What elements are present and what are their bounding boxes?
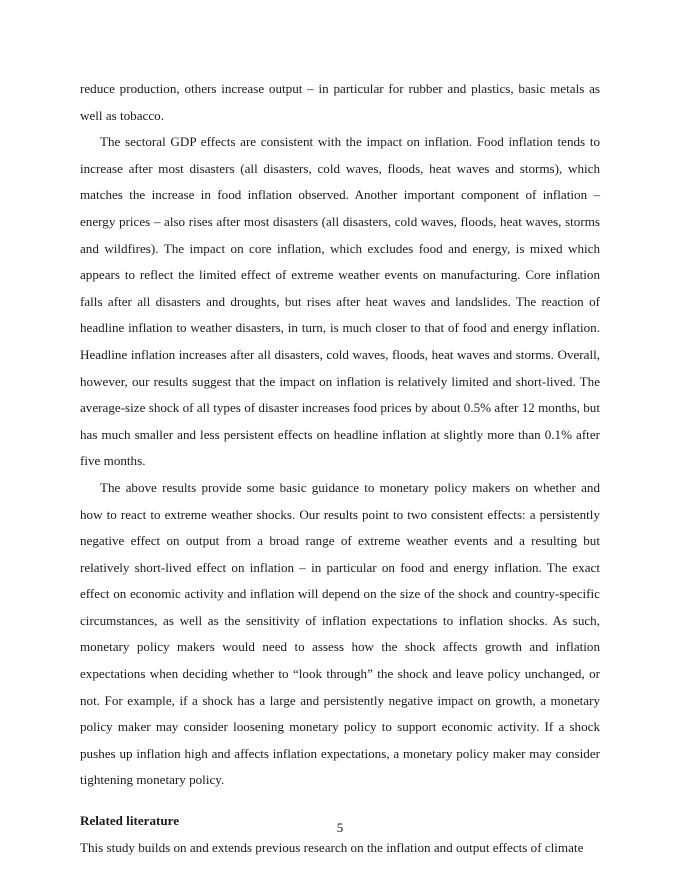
section-heading-related-literature: Related literature (80, 813, 180, 829)
paragraph-monetary-policy-guidance: The above results provide some basic guidance to monetary policy makers on whether and how to react to extreme weather shocks. Our results point to two consistent effects: a persistently negative effect on output from a broad range of extreme weather events and a resulting but relatively short-lived effect on inflation – in particular on food and energy inflation. The exact effect on economic activity and inflation will depend on the size of the shock and country-specific circumstances, as well as the sensitivity of inflation expectations to inflation shocks. As such, monetary policy makers would need to assess how the shock affects growth and inflation expectations when deciding whether to “look through” the shock and leave policy unchanged, or not. For example, if a shock has a large and persistently negative impact on growth, a monetary policy maker may consider loosening monetary policy to support economic activity. If a shock pushes up inflation high and affects inflation expectations, a monetary policy maker may consider tightening monetary policy. (80, 479, 600, 788)
page-number: 5 (336, 820, 344, 835)
paragraph-continuation: reduce production, others increase output – in particular for rubber and plastics, basic metals as well as tobacco. (80, 81, 600, 123)
paragraph-related-literature: This study builds on and extends previous research on the inflation and output effects of climate (80, 839, 584, 855)
paragraph-sectoral-gdp-effects: The sectoral GDP effects are consistent with the impact on inflation. Food inflation tends to increase after most disasters (all disasters, cold waves, floods, heat waves and storms), which matches the increase in food inflation observed. Another important component of inflation – energy prices – also rises after most disasters (all disasters, cold waves, floods, heat waves, storms and wildfires). The impact on core inflation, which excludes food and energy, is mixed which appears to reflect the limited effect of extreme weather events on manufacturing. Core inflation falls after all disasters and droughts, but rises after heat waves and landslides. The reaction of headline inflation to weather disasters, in turn, is much closer to that of food and energy inflation. Headline inflation increases after all disasters, cold waves, floods, heat waves and storms. Overall, however, our results suggest that the impact on inflation is relatively limited and short-lived. The average-size shock of all types of disaster increases food prices by about 0.5% after 12 months, but has much smaller and less persistent effects on headline inflation at slightly more than 0.1% after five months. (80, 134, 600, 469)
page-body (80, 76, 600, 861)
